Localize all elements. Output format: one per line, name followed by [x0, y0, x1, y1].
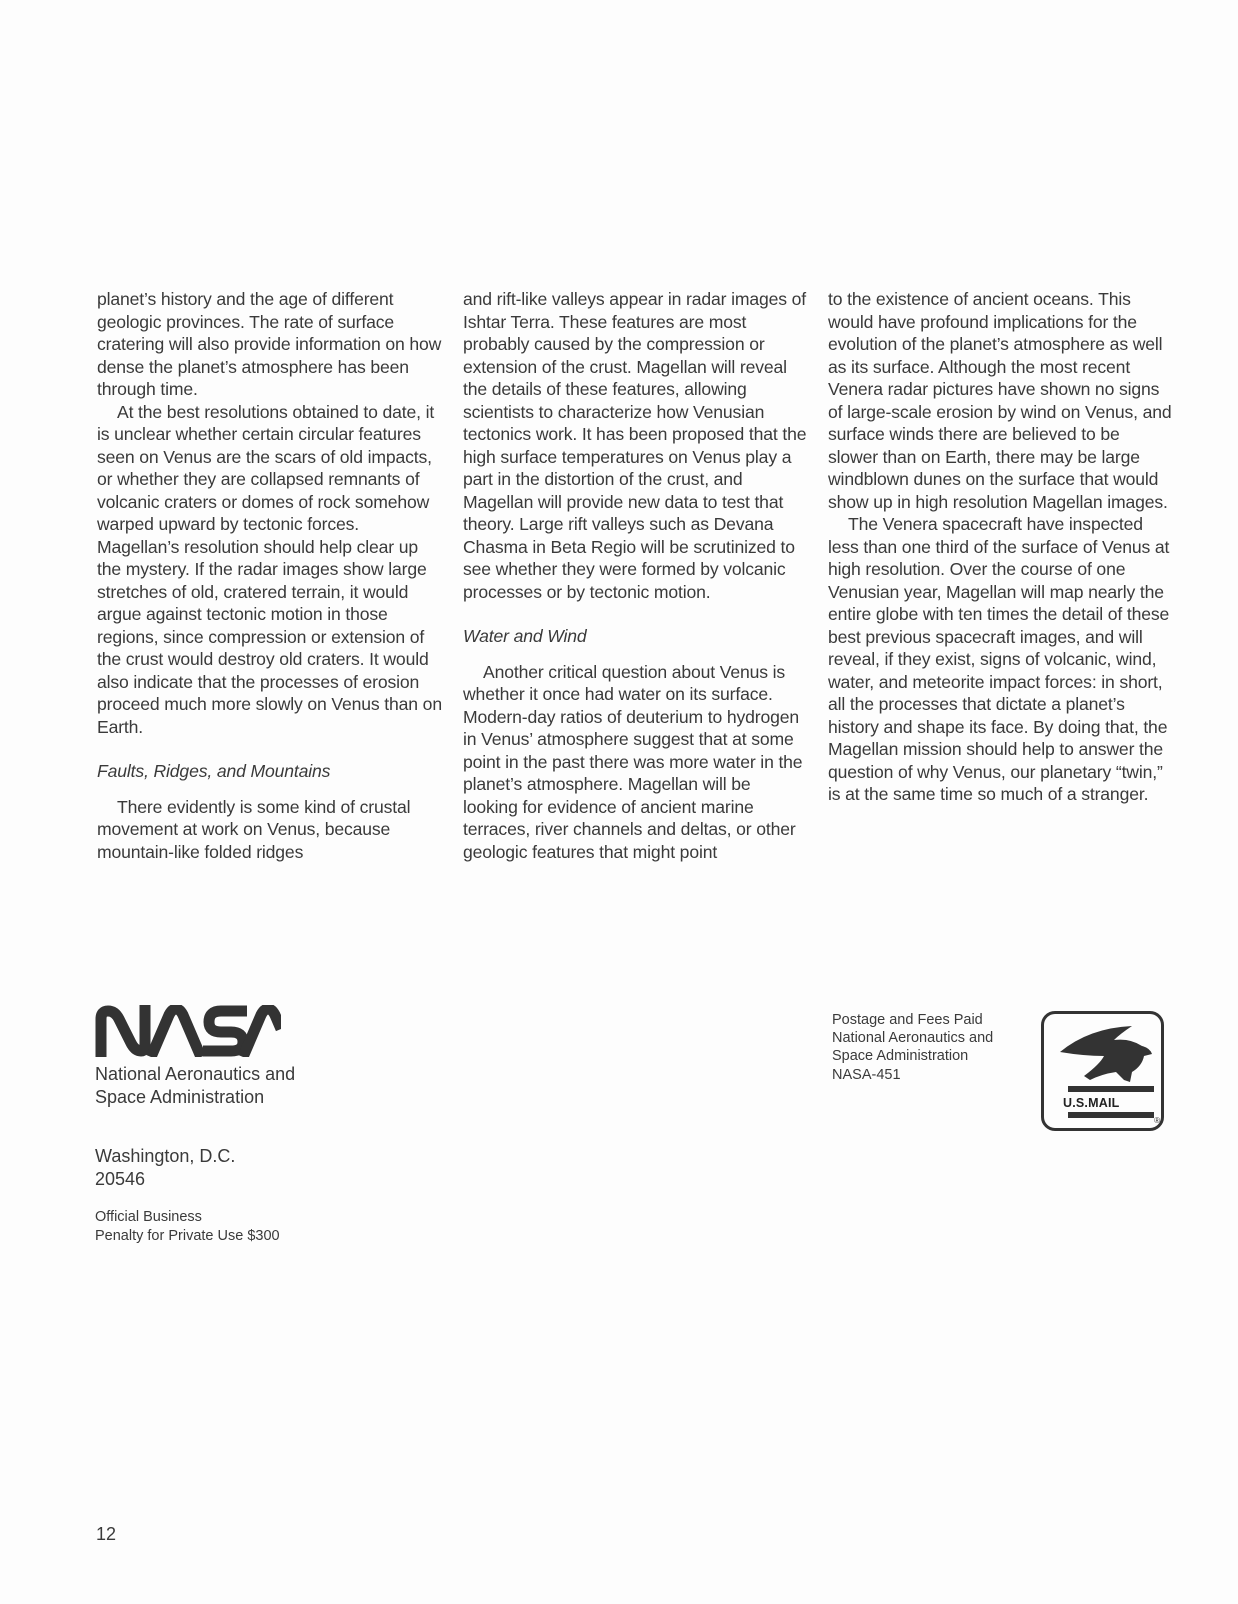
paragraph: Another critical question about Venus is whether it once had water on its surface. Modern-day ratios of deuterium to hydrogen in Venus’ atmosphere suggest that at some point in the past there was more water in the planet’s atmosphere. Magellan will be looking for evidence of ancient marine terraces, river channels and deltas, or other geologic features that might point: [463, 661, 803, 862]
paragraph: There evidently is some kind of crustal movement at work on Venus, because mountain-like folded ridges: [97, 796, 411, 862]
paragraph: to the existence of ancient oceans. This would have profound implications for the evolution of the planet’s atmosphere as well as its surface. Although the most recent Venera radar pictures have shown no signs of large-scale erosion by wind on Venus, and surface winds there are believed to be slower than on Earth, there may be large windblown dunes on the surface that would show up in high resolution Magellan images.: [828, 289, 1172, 512]
address: Washington, D.C. 20546: [95, 1146, 236, 1189]
registered-mark: ®: [1154, 1116, 1160, 1125]
text-column-1: [97, 288, 442, 863]
text-column-2: [463, 288, 808, 863]
text-column-3: [828, 288, 1173, 806]
page-number: 12: [96, 1524, 117, 1544]
eagle-icon: [1044, 1014, 1161, 1128]
paragraph: The Venera spacecraft have inspected less than one third of the surface of Venus at high resolution. Over the course of one Venusian year, Magellan will map nearly the entire globe with ten times the detail of these best previous spacecraft images, and will reveal, if they exist, signs of volcanic, wind, water, and meteorite impact forces: in short, all the processes that dictate a planet’s history and shape its face. By doing that, the Magellan mission should help to answer the question of why Venus, our planetary “twin,” is at the same time so much of a stranger.: [828, 514, 1170, 804]
paragraph: At the best resolutions obtained to date, it is unclear whether certain circular features seen on Venus are the scars of old impacts, or whether they are collapsed remnants of volcanic craters or domes of rock somehow warped upward by tectonic forces. Magellan’s resolution should help clear up the mystery. If the radar images show large stretches of old, cratered terrain, it would argue against tectonic motion in those regions, since compression or extension of the crust would destroy old craters. It would also indicate that the processes of erosion proceed much more slowly on Venus than on Earth.: [97, 401, 442, 737]
postage-notice: Postage and Fees Paid National Aeronautics and Space Administration NASA-451: [832, 1012, 994, 1083]
section-heading: Faults, Ridges, and Mountains: [97, 761, 331, 781]
paragraph: planet’s history and the age of different geologic provinces. The rate of surface cratering will also provide information on how dense the planet’s atmosphere has been through time.: [97, 289, 442, 399]
organization-name: National Aeronautics and Space Administration: [95, 1064, 296, 1107]
nasa-worm-logo: [95, 1005, 281, 1062]
paragraph: and rift-like valleys appear in radar images of Ishtar Terra. These features are most probably caused by the compression or extension of the crust. Magellan will reveal the details of these features, allowing scientists to characterize how Venusian tectonics work. It has been proposed that the high surface temperatures on Venus play a part in the distortion of the crust, and Magellan will provide new data to test that theory. Large rift valleys such as Devana Chasma in Beta Regio will be scrutinized to see whether they were formed by volcanic processes or by tectonic motion.: [463, 289, 807, 602]
section-heading: Water and Wind: [463, 626, 587, 646]
stamp-label: U.S.MAIL: [1063, 1096, 1120, 1110]
us-mail-stamp: [1041, 1011, 1164, 1131]
official-business-notice: Official Business Penalty for Private Use $300: [95, 1209, 280, 1244]
